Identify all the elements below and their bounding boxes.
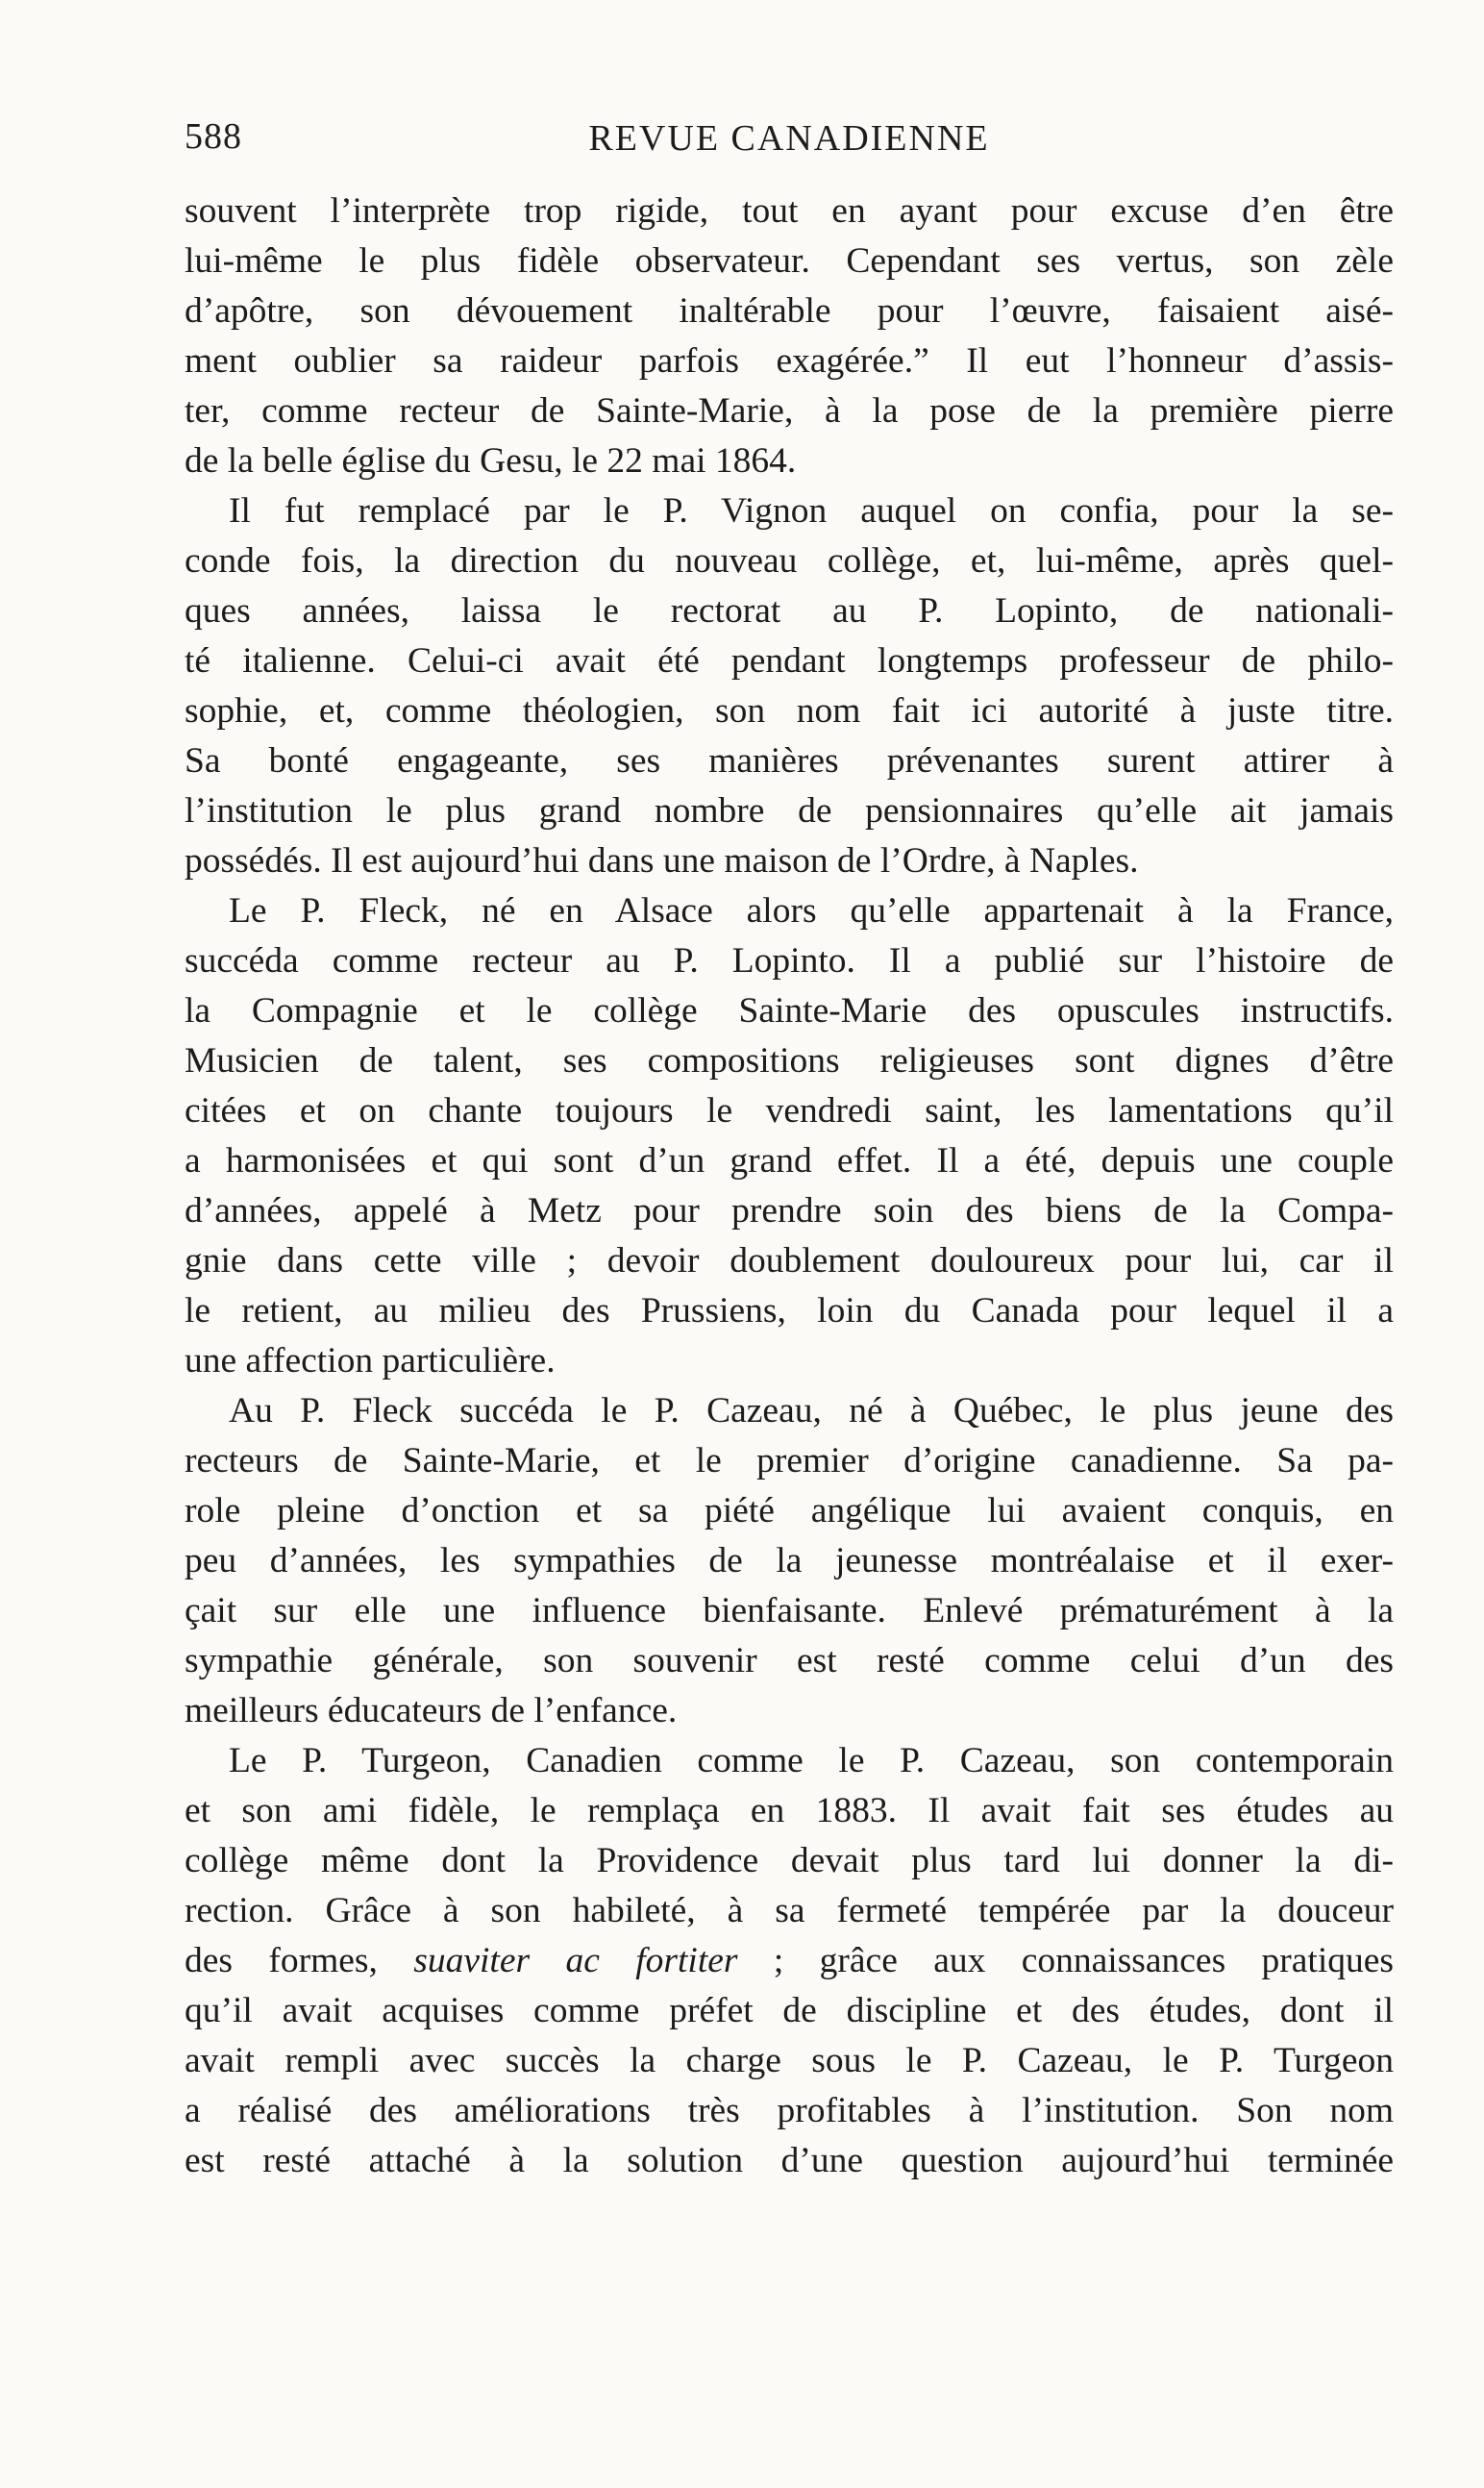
text-line: la Compagnie et le collège Sainte-Marie des opuscules instructifs. xyxy=(185,991,1394,1031)
text-line: l’institution le plus grand nombre de pensionnaires qu’elle ait jamais xyxy=(185,791,1394,831)
text-line: peu d’années, les sympathies de la jeunesse montréalaise et il exer- xyxy=(185,1541,1394,1580)
text-line: lui-même le plus fidèle observateur. Cependant ses vertus, son zèle xyxy=(185,241,1394,281)
text-line-with-italic xyxy=(185,1936,1394,1986)
text-line: a harmonisées et qui sont d’un grand effet. Il a été, depuis une couple xyxy=(185,1141,1394,1181)
text-line: recteurs de Sainte-Marie, et le premier d’origine canadienne. Sa pa- xyxy=(185,1441,1394,1480)
text-line: gnie dans cette ville ; devoir doublement douloureux pour lui, car il xyxy=(185,1241,1394,1281)
paragraph-start-line: Au P. Fleck succéda le P. Cazeau, né à Québec, le plus jeune des xyxy=(229,1391,1394,1431)
text-line: ques années, laissa le rectorat au P. Lopinto, de nationali- xyxy=(185,591,1394,631)
text-line: d’années, appelé à Metz pour prendre soin des biens de la Compa- xyxy=(185,1191,1394,1231)
page-number: 588 xyxy=(185,116,242,157)
text-line: d’apôtre, son dévouement inaltérable pour l’œuvre, faisaient aisé- xyxy=(185,291,1394,331)
text-line: collège même dont la Providence devait plus tard lui donner la di- xyxy=(185,1841,1394,1880)
article-body xyxy=(185,187,1394,2186)
text-segment: ; grâce aux connaissances pratiques xyxy=(737,1941,1395,1980)
text-segment: des formes, xyxy=(185,1941,414,1980)
text-line: de la belle église du Gesu, le 22 mai 1864. xyxy=(185,441,797,481)
text-line: çait sur elle une influence bienfaisante. Enlevé prématurément à la xyxy=(185,1591,1394,1630)
text-line: Musicien de talent, ses compositions religieuses sont dignes d’être xyxy=(185,1041,1394,1081)
text-line: ment oublier sa raideur parfois exagérée.” Il eut l’honneur d’assis- xyxy=(185,341,1394,381)
running-title: REVUE CANADIENNE xyxy=(588,118,990,159)
text-line: sophie, et, comme théologien, son nom fait ici autorité à juste titre. xyxy=(185,691,1394,731)
paragraph-start-line: Le P. Fleck, né en Alsace alors qu’elle appartenait à la France, xyxy=(229,891,1394,931)
text-line: le retient, au milieu des Prussiens, loin du Canada pour lequel il a xyxy=(185,1291,1394,1331)
text-line: meilleurs éducateurs de l’enfance. xyxy=(185,1691,678,1730)
text-line: est resté attaché à la solution d’une question aujourd’hui terminée xyxy=(185,2141,1394,2180)
text-line: succéda comme recteur au P. Lopinto. Il a publié sur l’histoire de xyxy=(185,941,1394,981)
text-line: role pleine d’onction et sa piété angélique lui avaient conquis, en xyxy=(185,1491,1394,1530)
text-line: Sa bonté engageante, ses manières prévenantes surent attirer à xyxy=(185,741,1394,781)
text-line: souvent l’interprète trop rigide, tout en ayant pour excuse d’en être xyxy=(185,191,1394,231)
text-line: sympathie générale, son souvenir est resté comme celui d’un des xyxy=(185,1641,1394,1680)
text-line: une affection particulière. xyxy=(185,1341,556,1381)
text-line: qu’il avait acquises comme préfet de discipline et des études, dont il xyxy=(185,1991,1394,2030)
text-line: rection. Grâce à son habileté, à sa fermeté tempérée par la douceur xyxy=(185,1891,1394,1930)
text-line: ter, comme recteur de Sainte-Marie, à la pose de la première pierre xyxy=(185,391,1394,431)
text-line: avait rempli avec succès la charge sous le P. Cazeau, le P. Turgeon xyxy=(185,2041,1394,2080)
latin-phrase: suaviter ac fortiter xyxy=(413,1941,738,1980)
text-line: citées et on chante toujours le vendredi saint, les lamentations qu’il xyxy=(185,1091,1394,1131)
text-line: a réalisé des améliorations très profitables à l’institution. Son nom xyxy=(185,2091,1394,2130)
paragraph-start-line: Il fut remplacé par le P. Vignon auquel on confia, pour la se- xyxy=(229,491,1394,531)
page-header xyxy=(185,108,1394,165)
text-line: possédés. Il est aujourd’hui dans une maison de l’Ordre, à Naples. xyxy=(185,841,1139,881)
text-line: té italienne. Celui-ci avait été pendant longtemps professeur de philo- xyxy=(185,641,1394,681)
text-line: et son ami fidèle, le remplaça en 1883. Il avait fait ses études au xyxy=(185,1791,1394,1830)
text-line: conde fois, la direction du nouveau collège, et, lui-même, après quel- xyxy=(185,541,1394,581)
paragraph-start-line: Le P. Turgeon, Canadien comme le P. Cazeau, son contemporain xyxy=(229,1741,1394,1780)
